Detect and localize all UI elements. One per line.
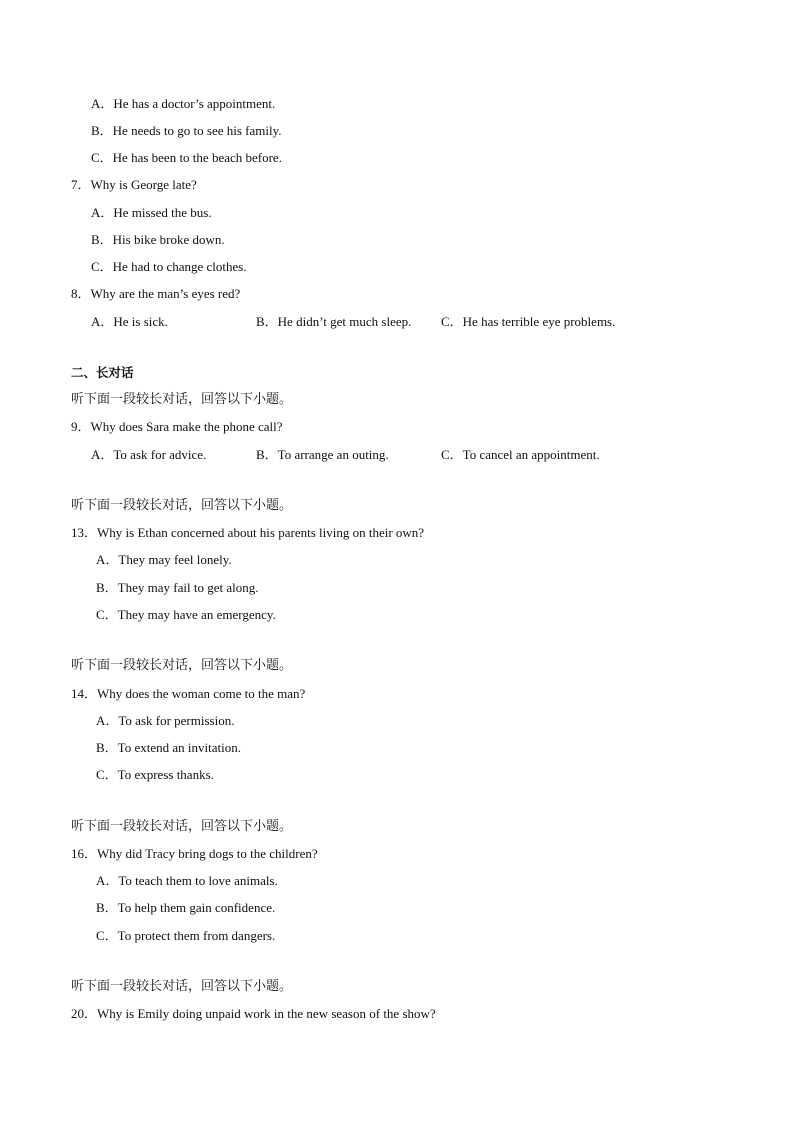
q20-question: 20．Why is Emily doing unpaid work in the new season of the show? (71, 1006, 436, 1021)
q9-question: 9．Why does Sara make the phone call? (71, 419, 283, 434)
instruction-4: 听下面一段较长对话，回答以下小题。 (71, 819, 293, 834)
q9-option-b: B．To arrange an outing. (256, 447, 389, 462)
section-heading: 二、长对话 (71, 365, 134, 380)
q9-option-c: C．To cancel an appointment. (441, 447, 600, 462)
q9-option-a: A．To ask for advice. (91, 447, 207, 462)
q8-question: 8．Why are the man’s eyes red? (71, 286, 241, 301)
instruction-3: 听下面一段较长对话，回答以下小题。 (71, 658, 293, 673)
q14-option-c: C．To express thanks. (96, 767, 214, 782)
q7-option-a: A．He missed the bus. (91, 205, 212, 220)
q8-option-a: A．He is sick. (91, 314, 168, 329)
q8-option-c: C．He has terrible eye problems. (441, 314, 616, 329)
q7-option-b: B．His bike broke down. (91, 232, 225, 247)
q13-option-b: B．They may fail to get along. (96, 580, 259, 595)
q7-question: 7．Why is George late? (71, 177, 197, 192)
q16-option-a: A．To teach them to love animals. (96, 873, 278, 888)
q13-question: 13．Why is Ethan concerned about his parents living on their own? (71, 525, 425, 540)
q6-option-c: C．He has been to the beach before. (91, 150, 282, 165)
q16-option-c: C．To protect them from dangers. (96, 928, 276, 943)
q14-question: 14．Why does the woman come to the man? (71, 686, 306, 701)
q7-option-c: C．He had to change clothes. (91, 259, 247, 274)
q13-option-c: C．They may have an emergency. (96, 607, 276, 622)
q16-question: 16．Why did Tracy bring dogs to the children? (71, 846, 318, 861)
q16-option-b: B．To help them gain confidence. (96, 900, 276, 915)
instruction-5: 听下面一段较长对话，回答以下小题。 (71, 979, 293, 994)
instruction-2: 听下面一段较长对话，回答以下小题。 (71, 498, 293, 513)
q6-option-b: B．He needs to go to see his family. (91, 123, 282, 138)
q14-option-b: B．To extend an invitation. (96, 740, 241, 755)
q14-option-a: A．To ask for permission. (96, 713, 235, 728)
q6-option-a: A．He has a doctor’s appointment. (91, 96, 276, 111)
instruction-1: 听下面一段较长对话，回答以下小题。 (71, 392, 293, 407)
q13-option-a: A．They may feel lonely. (96, 552, 232, 567)
q8-option-b: B．He didn’t get much sleep. (256, 314, 412, 329)
